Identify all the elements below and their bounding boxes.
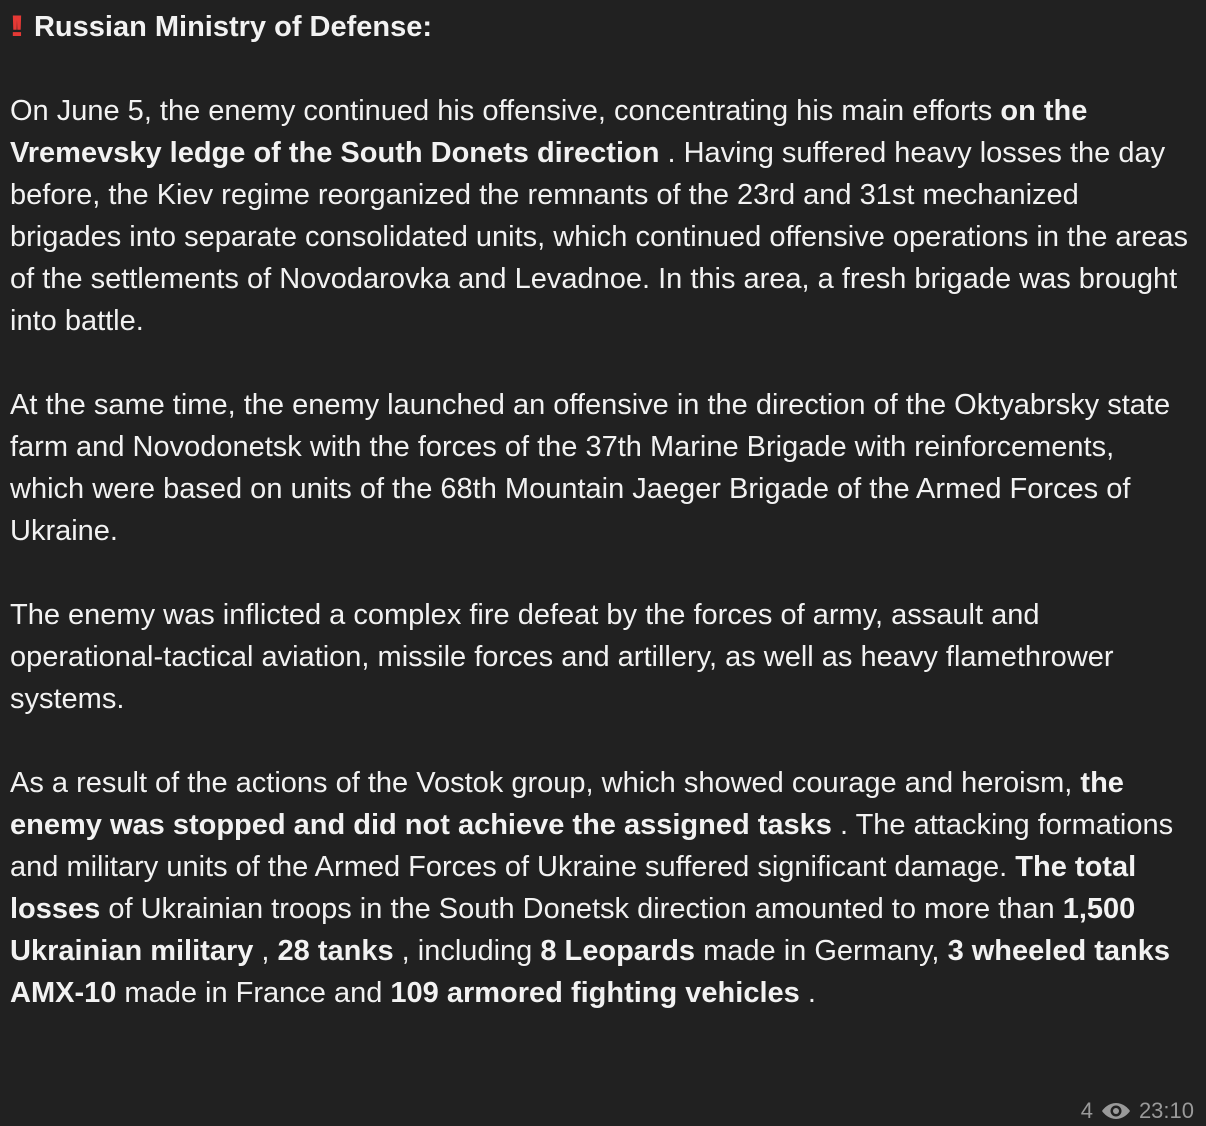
p4-text-4: ,: [253, 935, 278, 967]
message-title-line: [10, 6, 1196, 48]
p4-bold-6: 3 wheeled tanks AMX-10: [10, 935, 1170, 1009]
message-time: 23:10: [1138, 1098, 1194, 1123]
p4-bold-1: the enemy was stopped and did not achieve the assigned tasks: [10, 767, 1124, 841]
p4-text-1: As a result of the actions of the Vostok group, which showed courage and heroism,: [10, 767, 1081, 799]
p4-text-3: of Ukrainian troops in the South Donetsk direction amounted to more than: [100, 893, 1063, 925]
p4-text-5: , including: [393, 935, 541, 967]
p4-text-8: .: [799, 977, 816, 1009]
paragraph-3: The enemy was inflicted a complex fire defeat by the forces of army, assault and operational-tactical aviation, missile forces and artillery, as well as heavy flamethrower systems.: [10, 599, 1114, 715]
p4-bold-7: 109 armored fighting vehicles: [390, 977, 800, 1009]
message-body: [10, 6, 1196, 1056]
p4-bold-4: 28 tanks: [277, 935, 394, 967]
message-meta: [1081, 1098, 1194, 1124]
p4-text-2: . The attacking formations and military units of the Armed Forces of Ukraine suffered significant damage.: [10, 809, 1174, 883]
p1-text-2: . Having suffered heavy losses the day before, the Kiev regime reorganized the remnants of the 23rd and 31st mechanized brigades into separate consolidated units, which continued offensive operations in the areas of the settlements of Novodarovka and Levadnoe. In this area, a fresh brigade was brought into battle.: [10, 137, 1188, 337]
p4-bold-5: 8 Leopards: [540, 935, 696, 967]
p1-bold-1: on the Vremevsky ledge of the South Donets direction: [10, 95, 1088, 169]
p4-bold-3: 1,500 Ukrainian military: [10, 893, 1136, 967]
p4-bold-2: The total losses: [10, 851, 1137, 925]
view-count: 4: [1080, 1098, 1093, 1123]
paragraph-1: [10, 90, 1196, 342]
message-title: Russian Ministry of Defense:: [33, 11, 433, 43]
p1-text-1: On June 5, the enemy continued his offensive, concentrating his main efforts: [10, 95, 1001, 127]
double-exclamation-icon: !!: [10, 10, 18, 43]
paragraph-4: [10, 762, 1196, 1014]
p4-text-7: made in France and: [116, 977, 391, 1009]
p4-text-6: made in Germany,: [695, 935, 948, 967]
paragraph-2: At the same time, the enemy launched an offensive in the direction of the Oktyabrsky state farm and Novodonetsk with the forces of the 37th Marine Brigade with reinforcements, which were based on units of the 68th Mountain Jaeger Brigade of the Armed Forces of Ukraine.: [10, 389, 1171, 547]
eye-icon: [1101, 1101, 1131, 1121]
